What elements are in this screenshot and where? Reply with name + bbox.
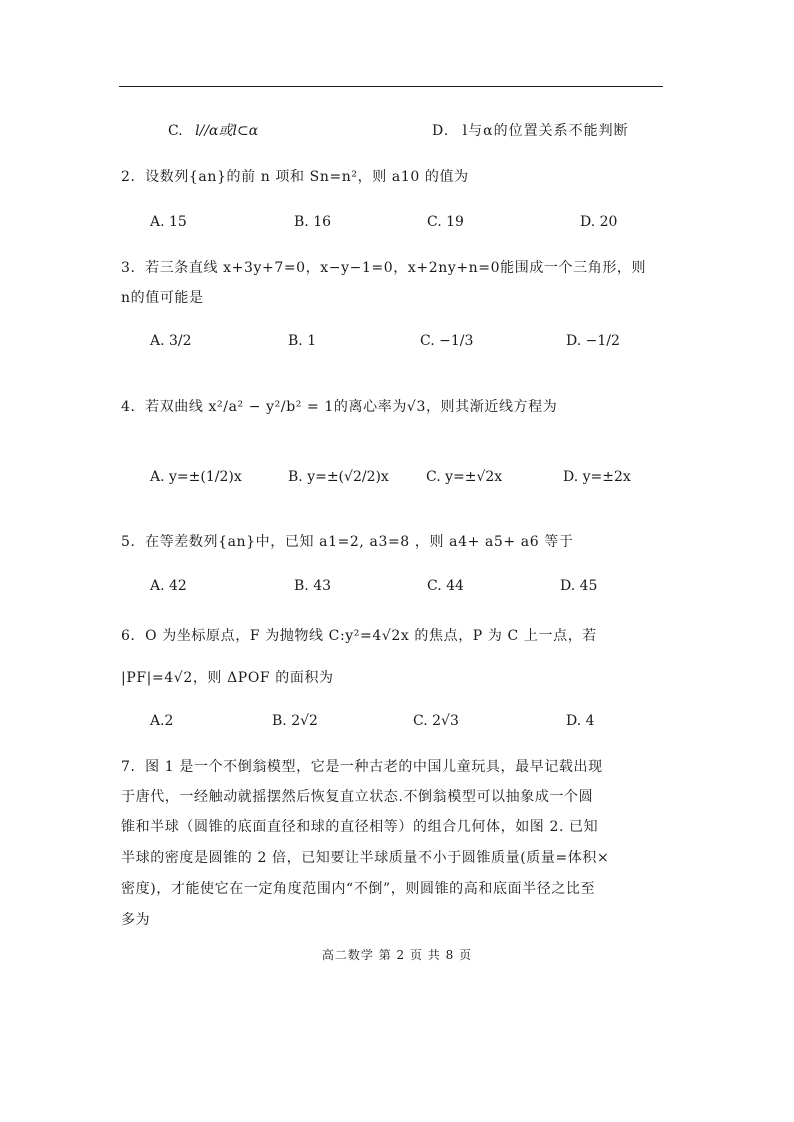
- q7-line-5: 密度)，才能使它在一定角度范围内“不倒”，则圆锥的高和底面半径之比至: [121, 881, 596, 897]
- q5-stem: 5．在等差数列{an}中，已知 a1=2, a3=8 ，则 a4+ a5+ a6 等于: [121, 534, 574, 550]
- q7-line-3: 锥和半球（圆锥的底面直径和球的直径相等）的组合几何体，如图 2. 已知: [121, 819, 599, 835]
- q2-option-c: C. 19: [427, 214, 464, 230]
- q2-option-b: B. 16: [294, 214, 332, 230]
- q1-option-d-text: l与α的位置关系不能判断: [462, 123, 629, 139]
- q6-stem-line2: |PF|=4√2，则 ΔPOF 的面积为: [121, 670, 334, 686]
- q6-option-c: C. 2√3: [413, 713, 459, 729]
- q2-option-a: A. 15: [150, 214, 187, 230]
- q5-option-a: A. 42: [150, 578, 187, 594]
- q1-option-c-text: l//α或l⊂α: [195, 123, 259, 139]
- q6-option-b: B. 2√2: [272, 713, 318, 729]
- q2-stem: 2．设数列{an}的前 n 项和 Sn=n²，则 a10 的值为: [121, 169, 469, 185]
- q7-line-2: 于唐代，一经触动就摇摆然后恢复直立状态.不倒翁模型可以抽象成一个圆: [121, 789, 594, 805]
- q6-stem-line1: 6．O 为坐标原点，F 为抛物线 C:y²=4√2x 的焦点，P 为 C 上一点，若: [121, 628, 597, 644]
- q3-option-a: A. 3/2: [150, 333, 192, 349]
- q2-option-d: D. 20: [580, 214, 618, 230]
- q3-stem-line1: 3．若三条直线 x+3y+7=0，x−y−1=0，x+2ny+n=0能围成一个三角形，则: [121, 260, 647, 276]
- q5-option-d: D. 45: [560, 578, 598, 594]
- q4-option-d: D. y=±2x: [563, 469, 631, 485]
- q5-option-b: B. 43: [294, 578, 332, 594]
- q4-option-c: C. y=±√2x: [426, 469, 503, 485]
- q1-option-d: D. l与α的位置关系不能判断: [432, 123, 629, 139]
- header-rule: [119, 86, 663, 87]
- q3-option-d: D. −1/2: [566, 333, 620, 349]
- q7-line-6: 多为: [121, 912, 151, 928]
- q6-option-a: A.2: [150, 713, 174, 729]
- q7-line-4: 半球的密度是圆锥的 2 倍，已知要让半球质量不小于圆锥质量(质量=体积×: [121, 850, 610, 866]
- q7-line-1: 7．图 1 是一个不倒翁模型，它是一种古老的中国儿童玩具，最早记载出现: [121, 759, 603, 775]
- q3-option-b: B. 1: [288, 333, 317, 349]
- q6-option-d: D. 4: [566, 713, 595, 729]
- q5-option-c: C. 44: [427, 578, 464, 594]
- q1-option-c: C. l//α或l⊂α: [168, 123, 259, 139]
- q4-option-b: B. y=±(√2/2)x: [288, 469, 389, 485]
- q3-stem-line2: n的值可能是: [121, 290, 204, 306]
- q4-stem: 4．若双曲线 x²/a² − y²/b² = 1的离心率为√3，则其渐近线方程为: [121, 399, 558, 415]
- q3-option-c: C. −1/3: [420, 333, 474, 349]
- q4-option-a: A. y=±(1/2)x: [150, 469, 242, 485]
- page-footer: 高二数学 第 2 页 共 8 页: [321, 948, 473, 962]
